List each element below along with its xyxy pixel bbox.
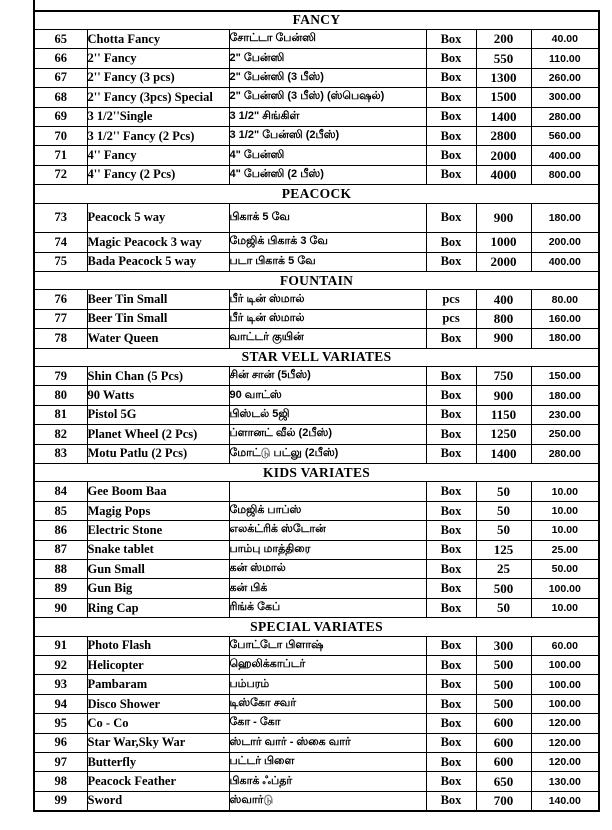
- rate-cell: 80.00: [531, 290, 599, 309]
- price-list-table: [33, 10, 600, 812]
- rate-cell: 560.00: [531, 126, 599, 145]
- item-name-english: Gun Small: [87, 560, 229, 579]
- unit-cell: pcs: [426, 290, 476, 309]
- item-name-english: 4'' Fancy (2 Pcs): [87, 165, 229, 184]
- unit-cell: Box: [426, 329, 476, 348]
- item-name-english: Co - Co: [87, 714, 229, 733]
- item-name-english: Beer Tin Small: [87, 309, 229, 328]
- rate-cell: 10.00: [531, 501, 599, 520]
- item-name-english: Gun Big: [87, 579, 229, 598]
- rate-cell: 60.00: [531, 636, 599, 655]
- table-row: [34, 405, 599, 424]
- table-row: [34, 656, 599, 675]
- quantity-cell: 125: [476, 540, 531, 559]
- rate-cell: 40.00: [531, 29, 599, 48]
- unit-cell: Box: [426, 165, 476, 184]
- section-header: SPECIAL VARIATES: [34, 618, 599, 636]
- unit-cell: Box: [426, 694, 476, 713]
- item-name-english: Snake tablet: [87, 540, 229, 559]
- table-row: [34, 68, 599, 87]
- item-number-cell: 83: [34, 444, 87, 463]
- item-name-english: Butterfly: [87, 753, 229, 772]
- table-row: [34, 636, 599, 655]
- item-name-tamil: வாட்டர் குயின்: [229, 329, 426, 348]
- unit-cell: Box: [426, 482, 476, 501]
- item-name-english: Water Queen: [87, 329, 229, 348]
- item-name-english: Helicopter: [87, 656, 229, 675]
- item-number-cell: 82: [34, 425, 87, 444]
- item-name-tamil: ப்ளானட் வீல் (2பீஸ்): [229, 425, 426, 444]
- item-name-tamil: 4" பேன்ஸி (2 பீஸ்): [229, 165, 426, 184]
- item-name-tamil: பீர் டின் ஸ்மால்: [229, 290, 426, 309]
- quantity-cell: 500: [476, 694, 531, 713]
- item-name-tamil: டிஸ்கோ சவர்: [229, 694, 426, 713]
- unit-cell: Box: [426, 107, 476, 126]
- rate-cell: 160.00: [531, 309, 599, 328]
- item-number-cell: 98: [34, 772, 87, 791]
- item-name-english: Sword: [87, 791, 229, 811]
- item-name-english: Chotta Fancy: [87, 29, 229, 48]
- rate-cell: 250.00: [531, 425, 599, 444]
- item-number-cell: 70: [34, 126, 87, 145]
- rate-cell: 50.00: [531, 560, 599, 579]
- quantity-cell: 500: [476, 579, 531, 598]
- item-number-cell: 69: [34, 107, 87, 126]
- rate-cell: 180.00: [531, 203, 599, 233]
- quantity-cell: 1400: [476, 107, 531, 126]
- quantity-cell: 600: [476, 753, 531, 772]
- item-name-english: Gee Boom Baa: [87, 482, 229, 501]
- table-row: [34, 290, 599, 309]
- quantity-cell: 1000: [476, 233, 531, 252]
- item-name-english: 2'' Fancy: [87, 49, 229, 68]
- item-name-english: Shin Chan (5 Pcs): [87, 366, 229, 385]
- unit-cell: pcs: [426, 309, 476, 328]
- quantity-cell: 600: [476, 733, 531, 752]
- quantity-cell: 50: [476, 521, 531, 540]
- quantity-cell: 50: [476, 598, 531, 617]
- unit-cell: Box: [426, 126, 476, 145]
- unit-cell: Box: [426, 366, 476, 385]
- table-row: [34, 126, 599, 145]
- rate-cell: 25.00: [531, 540, 599, 559]
- rate-cell: 100.00: [531, 656, 599, 675]
- table-row: [34, 444, 599, 463]
- unit-cell: Box: [426, 501, 476, 520]
- table-row: [34, 233, 599, 252]
- item-name-tamil: 3 1/2" சிங்கிள்: [229, 107, 426, 126]
- item-name-english: Electric Stone: [87, 521, 229, 540]
- quantity-cell: 750: [476, 366, 531, 385]
- unit-cell: Box: [426, 252, 476, 271]
- item-name-tamil: கன் ஸ்மால்: [229, 560, 426, 579]
- rate-cell: 400.00: [531, 252, 599, 271]
- item-name-english: Planet Wheel (2 Pcs): [87, 425, 229, 444]
- item-name-english: 4'' Fancy: [87, 146, 229, 165]
- unit-cell: Box: [426, 579, 476, 598]
- unit-cell: Box: [426, 68, 476, 87]
- rate-cell: 120.00: [531, 733, 599, 752]
- quantity-cell: 2800: [476, 126, 531, 145]
- table-row: [34, 309, 599, 328]
- item-number-cell: 68: [34, 88, 87, 107]
- unit-cell: Box: [426, 88, 476, 107]
- item-name-english: Peacock Feather: [87, 772, 229, 791]
- item-name-tamil: பீர் டின் ஸ்மால்: [229, 309, 426, 328]
- item-name-english: 2'' Fancy (3pcs) Special: [87, 88, 229, 107]
- item-number-cell: 72: [34, 165, 87, 184]
- item-name-tamil: 2" பேன்ஸி (3 பீஸ்) (ஸ்பெஷல்): [229, 88, 426, 107]
- item-number-cell: 73: [34, 203, 87, 233]
- quantity-cell: 550: [476, 49, 531, 68]
- item-name-tamil: ஹெலிக்காப்டர்: [229, 656, 426, 675]
- item-name-tamil: பட்டர் பிளை: [229, 753, 426, 772]
- table-row: [34, 146, 599, 165]
- table-row: [34, 386, 599, 405]
- price-list-table-body: [34, 11, 599, 811]
- unit-cell: Box: [426, 714, 476, 733]
- item-name-tamil: ரிங்க் கேப்: [229, 598, 426, 617]
- table-row: [34, 252, 599, 271]
- item-name-tamil: கோ - கோ: [229, 714, 426, 733]
- quantity-cell: 2000: [476, 146, 531, 165]
- rate-cell: 100.00: [531, 675, 599, 694]
- item-name-tamil: ஸ்டார் வார் - ஸ்கை வார்: [229, 733, 426, 752]
- item-name-tamil: சோட்டா பேன்ஸி: [229, 29, 426, 48]
- table-row: [34, 203, 599, 233]
- unit-cell: Box: [426, 425, 476, 444]
- item-number-cell: 76: [34, 290, 87, 309]
- quantity-cell: 400: [476, 290, 531, 309]
- section-header-row: [34, 11, 599, 29]
- quantity-cell: 800: [476, 309, 531, 328]
- rate-cell: 120.00: [531, 714, 599, 733]
- item-name-english: 2'' Fancy (3 pcs): [87, 68, 229, 87]
- item-number-cell: 87: [34, 540, 87, 559]
- item-name-english: 90 Watts: [87, 386, 229, 405]
- unit-cell: Box: [426, 146, 476, 165]
- item-name-english: Pistol 5G: [87, 405, 229, 424]
- quantity-cell: 50: [476, 501, 531, 520]
- table-row: [34, 714, 599, 733]
- item-name-tamil: எலக்ட்ரிக் ஸ்டோன்: [229, 521, 426, 540]
- quantity-cell: 1250: [476, 425, 531, 444]
- item-number-cell: 75: [34, 252, 87, 271]
- item-name-tamil: 2" பேன்ஸி: [229, 49, 426, 68]
- item-name-english: Bada Peacock 5 way: [87, 252, 229, 271]
- item-name-tamil: [229, 482, 426, 501]
- item-number-cell: 91: [34, 636, 87, 655]
- table-row: [34, 772, 599, 791]
- quantity-cell: 1500: [476, 88, 531, 107]
- table-row: [34, 88, 599, 107]
- rate-cell: 180.00: [531, 386, 599, 405]
- item-number-cell: 66: [34, 49, 87, 68]
- unit-cell: Box: [426, 203, 476, 233]
- item-name-english: Star War,Sky War: [87, 733, 229, 752]
- item-name-tamil: பிஸ்டல் 5ஜி: [229, 405, 426, 424]
- quantity-cell: 2000: [476, 252, 531, 271]
- section-header: PEACOCK: [34, 185, 599, 203]
- item-name-english: Magic Peacock 3 way: [87, 233, 229, 252]
- item-number-cell: 65: [34, 29, 87, 48]
- unit-cell: Box: [426, 444, 476, 463]
- section-header-row: [34, 185, 599, 203]
- item-name-english: Beer Tin Small: [87, 290, 229, 309]
- unit-cell: Box: [426, 560, 476, 579]
- item-number-cell: 77: [34, 309, 87, 328]
- unit-cell: Box: [426, 29, 476, 48]
- table-row: [34, 579, 599, 598]
- rate-cell: 10.00: [531, 482, 599, 501]
- quantity-cell: 1150: [476, 405, 531, 424]
- rate-cell: 280.00: [531, 444, 599, 463]
- item-name-tamil: பாம்பு மாத்திரை: [229, 540, 426, 559]
- item-name-tamil: மேஜிக் பாப்ஸ்: [229, 501, 426, 520]
- item-name-tamil: 4" பேன்ஸி: [229, 146, 426, 165]
- item-number-cell: 89: [34, 579, 87, 598]
- table-row: [34, 675, 599, 694]
- table-row: [34, 521, 599, 540]
- item-name-tamil: 90 வாட்ஸ்: [229, 386, 426, 405]
- item-name-tamil: படா பிகாக் 5 வே: [229, 252, 426, 271]
- item-number-cell: 88: [34, 560, 87, 579]
- table-row: [34, 165, 599, 184]
- item-name-english: Motu Patlu (2 Pcs): [87, 444, 229, 463]
- item-name-tamil: மேஜிக் பிகாக் 3 வே: [229, 233, 426, 252]
- unit-cell: Box: [426, 656, 476, 675]
- unit-cell: Box: [426, 405, 476, 424]
- table-row: [34, 501, 599, 520]
- item-name-english: Disco Shower: [87, 694, 229, 713]
- item-name-english: Magig Pops: [87, 501, 229, 520]
- item-number-cell: 80: [34, 386, 87, 405]
- table-row: [34, 598, 599, 617]
- table-row: [34, 791, 599, 811]
- item-name-tamil: பிகாக் ஃப்தர்: [229, 772, 426, 791]
- rate-cell: 280.00: [531, 107, 599, 126]
- table-row: [34, 753, 599, 772]
- quantity-cell: 900: [476, 203, 531, 233]
- unit-cell: Box: [426, 636, 476, 655]
- item-name-english: 3 1/2''Single: [87, 107, 229, 126]
- rate-cell: 230.00: [531, 405, 599, 424]
- quantity-cell: 25: [476, 560, 531, 579]
- item-number-cell: 71: [34, 146, 87, 165]
- table-row: [34, 540, 599, 559]
- table-row: [34, 694, 599, 713]
- unit-cell: Box: [426, 540, 476, 559]
- rate-cell: 10.00: [531, 598, 599, 617]
- unit-cell: Box: [426, 733, 476, 752]
- quantity-cell: 500: [476, 656, 531, 675]
- item-name-tamil: சின் சான் (5பீஸ்): [229, 366, 426, 385]
- item-number-cell: 96: [34, 733, 87, 752]
- item-name-english: 3 1/2'' Fancy (2 Pcs): [87, 126, 229, 145]
- rate-cell: 110.00: [531, 49, 599, 68]
- quantity-cell: 300: [476, 636, 531, 655]
- item-name-english: Ring Cap: [87, 598, 229, 617]
- item-number-cell: 95: [34, 714, 87, 733]
- table-row: [34, 560, 599, 579]
- item-name-tamil: பிகாக் 5 வே: [229, 203, 426, 233]
- item-number-cell: 74: [34, 233, 87, 252]
- rate-cell: 400.00: [531, 146, 599, 165]
- item-name-tamil: மோட்டு பட்லு (2பீஸ்): [229, 444, 426, 463]
- item-number-cell: 94: [34, 694, 87, 713]
- item-name-english: Pambaram: [87, 675, 229, 694]
- unit-cell: Box: [426, 675, 476, 694]
- rate-cell: 260.00: [531, 68, 599, 87]
- quantity-cell: 650: [476, 772, 531, 791]
- section-header: FANCY: [34, 11, 599, 29]
- item-number-cell: 90: [34, 598, 87, 617]
- item-number-cell: 86: [34, 521, 87, 540]
- quantity-cell: 4000: [476, 165, 531, 184]
- unit-cell: Box: [426, 233, 476, 252]
- item-name-tamil: பம்பரம்: [229, 675, 426, 694]
- unit-cell: Box: [426, 791, 476, 811]
- quantity-cell: 1300: [476, 68, 531, 87]
- item-number-cell: 78: [34, 329, 87, 348]
- rate-cell: 180.00: [531, 329, 599, 348]
- rate-cell: 10.00: [531, 521, 599, 540]
- table-row: [34, 366, 599, 385]
- item-name-tamil: ஸ்வார்டு: [229, 791, 426, 811]
- rate-cell: 130.00: [531, 772, 599, 791]
- table-row: [34, 482, 599, 501]
- rate-cell: 150.00: [531, 366, 599, 385]
- section-header: FOUNTAIN: [34, 271, 599, 289]
- quantity-cell: 1400: [476, 444, 531, 463]
- unit-cell: Box: [426, 753, 476, 772]
- table-row: [34, 733, 599, 752]
- item-name-english: Photo Flash: [87, 636, 229, 655]
- item-name-english: Peacock 5 way: [87, 203, 229, 233]
- quantity-cell: 700: [476, 791, 531, 811]
- rate-cell: 120.00: [531, 753, 599, 772]
- item-number-cell: 99: [34, 791, 87, 811]
- section-header: STAR VELL VARIATES: [34, 348, 599, 366]
- table-row: [34, 49, 599, 68]
- quantity-cell: 900: [476, 386, 531, 405]
- quantity-cell: 500: [476, 675, 531, 694]
- item-number-cell: 97: [34, 753, 87, 772]
- rate-cell: 100.00: [531, 579, 599, 598]
- item-name-tamil: 3 1/2" பேன்ஸி (2பீஸ்): [229, 126, 426, 145]
- item-number-cell: 67: [34, 68, 87, 87]
- table-row: [34, 29, 599, 48]
- rate-cell: 800.00: [531, 165, 599, 184]
- item-name-tamil: போட்டோ பிளாஷ்: [229, 636, 426, 655]
- item-number-cell: 84: [34, 482, 87, 501]
- item-number-cell: 79: [34, 366, 87, 385]
- section-header-row: [34, 271, 599, 289]
- item-name-tamil: 2" பேன்ஸி (3 பீஸ்): [229, 68, 426, 87]
- unit-cell: Box: [426, 386, 476, 405]
- item-number-cell: 92: [34, 656, 87, 675]
- unit-cell: Box: [426, 772, 476, 791]
- table-row: [34, 425, 599, 444]
- unit-cell: Box: [426, 521, 476, 540]
- unit-cell: Box: [426, 598, 476, 617]
- quantity-cell: 600: [476, 714, 531, 733]
- rate-cell: 200.00: [531, 233, 599, 252]
- unit-cell: Box: [426, 49, 476, 68]
- quantity-cell: 50: [476, 482, 531, 501]
- item-number-cell: 85: [34, 501, 87, 520]
- item-number-cell: 81: [34, 405, 87, 424]
- item-name-tamil: கன் பிக்: [229, 579, 426, 598]
- section-header-row: [34, 618, 599, 636]
- quantity-cell: 900: [476, 329, 531, 348]
- quantity-cell: 200: [476, 29, 531, 48]
- section-header: KIDS VARIATES: [34, 464, 599, 482]
- section-header-row: [34, 464, 599, 482]
- item-number-cell: 93: [34, 675, 87, 694]
- table-row: [34, 329, 599, 348]
- rate-cell: 100.00: [531, 694, 599, 713]
- section-header-row: [34, 348, 599, 366]
- rate-cell: 140.00: [531, 791, 599, 811]
- table-row: [34, 107, 599, 126]
- rate-cell: 300.00: [531, 88, 599, 107]
